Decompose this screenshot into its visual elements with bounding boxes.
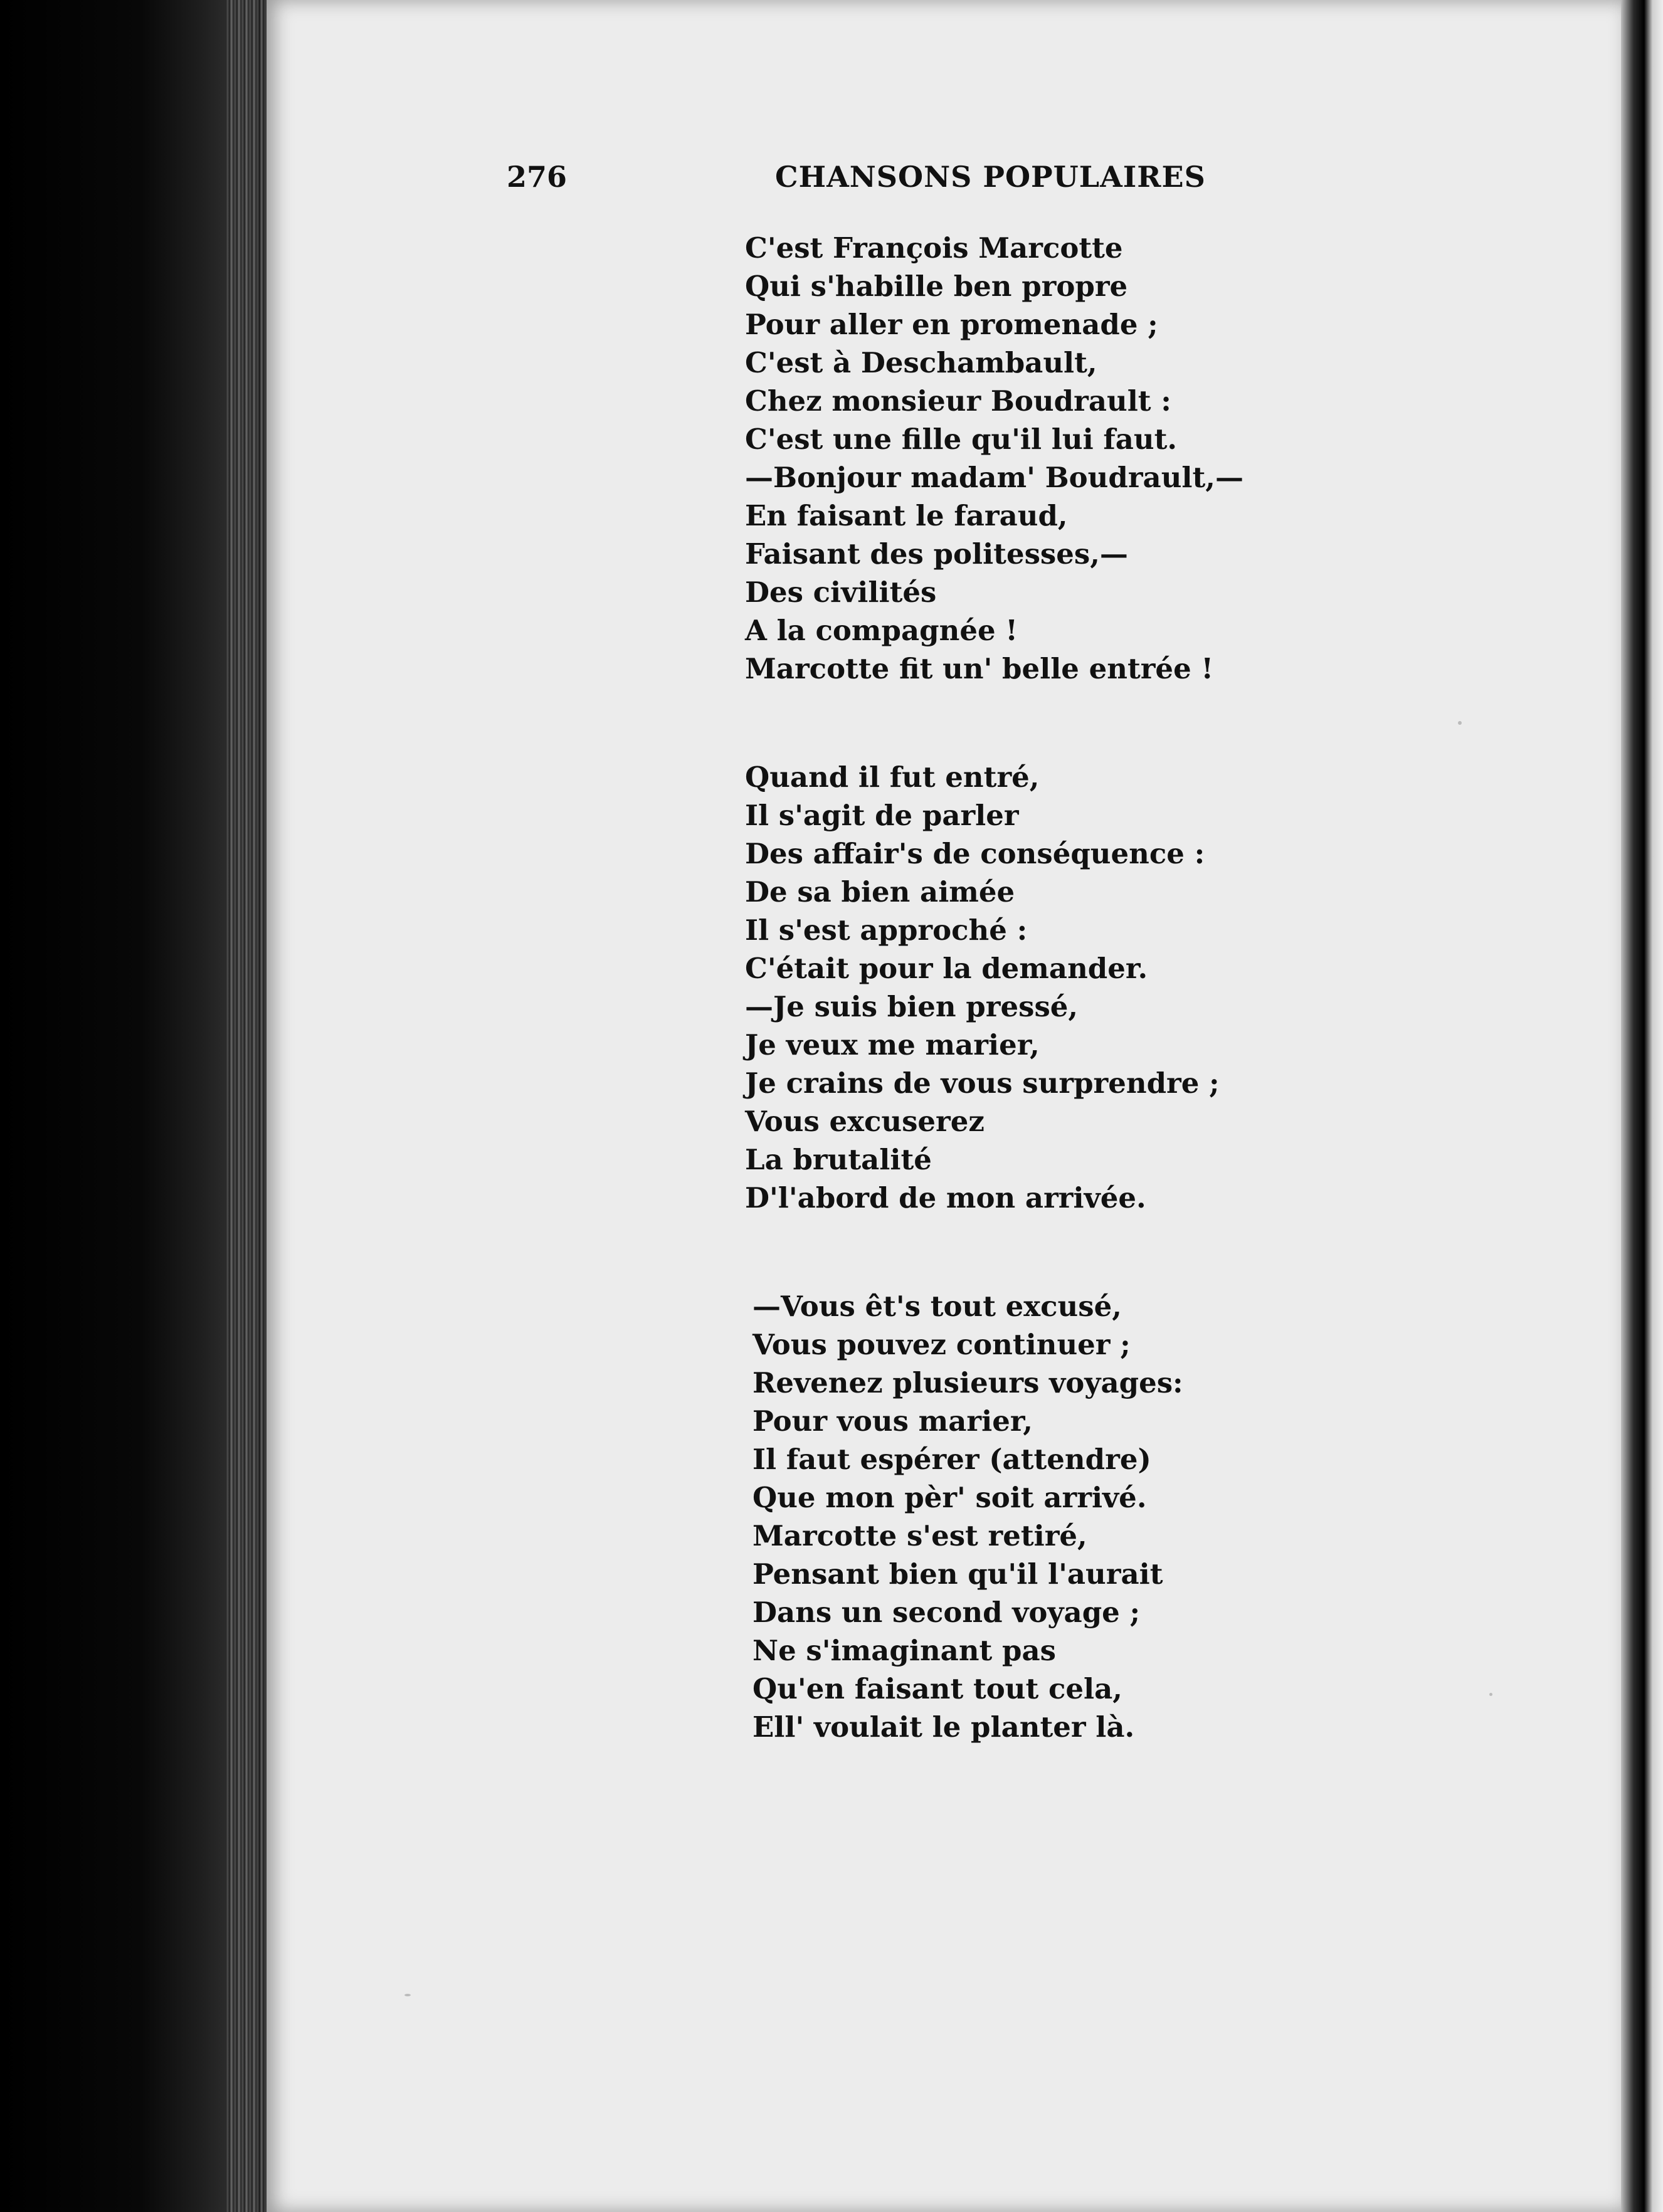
poem-line: Il s'est approché :	[745, 914, 1028, 947]
poem-line: C'était pour la demander.	[745, 952, 1148, 985]
poem-line: Qu'en faisant tout cela,	[752, 1672, 1122, 1705]
poem-line: C'est François Marcotte	[745, 231, 1123, 265]
poem-line: Marcotte fit un' belle entrée !	[745, 652, 1214, 685]
poem-line: Ne s'imaginant pas	[752, 1634, 1056, 1667]
poem-line: C'est une fille qu'il lui faut.	[745, 423, 1178, 456]
poem-line: Pensant bien qu'il l'aurait	[752, 1557, 1163, 1591]
poem-line: Des civilités	[745, 576, 937, 609]
stanza	[745, 758, 1497, 1217]
poem-line: Faisant des politesses,—	[745, 537, 1128, 571]
page-header	[0, 160, 1663, 198]
poem-line: La brutalité	[745, 1143, 932, 1176]
poem-line: Dans un second voyage ;	[752, 1596, 1141, 1629]
poem-line: Que mon pèr' soit arrivé.	[752, 1481, 1147, 1514]
next-page-edge	[1621, 0, 1663, 2212]
poem-line: De sa bien aimée	[745, 875, 1015, 908]
poem-line: Vous pouvez continuer ;	[752, 1328, 1131, 1361]
page-edges	[226, 0, 270, 2212]
page-number: 276	[507, 160, 568, 194]
poem-line: Il s'agit de parler	[745, 799, 1019, 832]
poem-line: —Vous êt's tout excusé,	[752, 1290, 1122, 1323]
poem-line: Ell' voulait le planter là.	[752, 1710, 1135, 1744]
paper-speck	[404, 1994, 411, 1996]
poem-line: —Bonjour madam' Boudrault,—	[745, 461, 1243, 494]
poem-line: Je crains de vous surprendre ;	[745, 1066, 1220, 1100]
stanza	[745, 1287, 1497, 1746]
book-spine-shadow	[0, 0, 257, 2212]
poem-line: —Je suis bien pressé,	[745, 990, 1079, 1023]
poem-line: Vous excuserez	[745, 1105, 985, 1138]
poem-line: En faisant le faraud,	[745, 499, 1068, 532]
poem-line: Des affair's de conséquence :	[745, 837, 1205, 870]
poem-line: Revenez plusieurs voyages:	[752, 1366, 1183, 1399]
poem-line: Il faut espérer (attendre)	[752, 1443, 1151, 1476]
poem-line: D'l'abord de mon arrivée.	[745, 1181, 1146, 1214]
running-head: CHANSONS POPULAIRES	[775, 160, 1206, 194]
poem-line: Pour vous marier,	[752, 1404, 1033, 1438]
poem-line: Je veux me marier,	[745, 1028, 1040, 1061]
poem-line: Quand il fut entré,	[745, 761, 1040, 794]
stanza	[745, 229, 1497, 688]
poem-line: Qui s'habille ben propre	[745, 270, 1128, 303]
poem-line: A la compagnée !	[745, 614, 1018, 647]
poem-line: C'est à Deschambault,	[745, 346, 1097, 379]
poem-line: Pour aller en promenade ;	[745, 308, 1158, 341]
poem-line: Marcotte s'est retiré,	[752, 1519, 1087, 1552]
poem	[745, 229, 1497, 1816]
poem-line: Chez monsieur Boudrault :	[745, 384, 1171, 418]
